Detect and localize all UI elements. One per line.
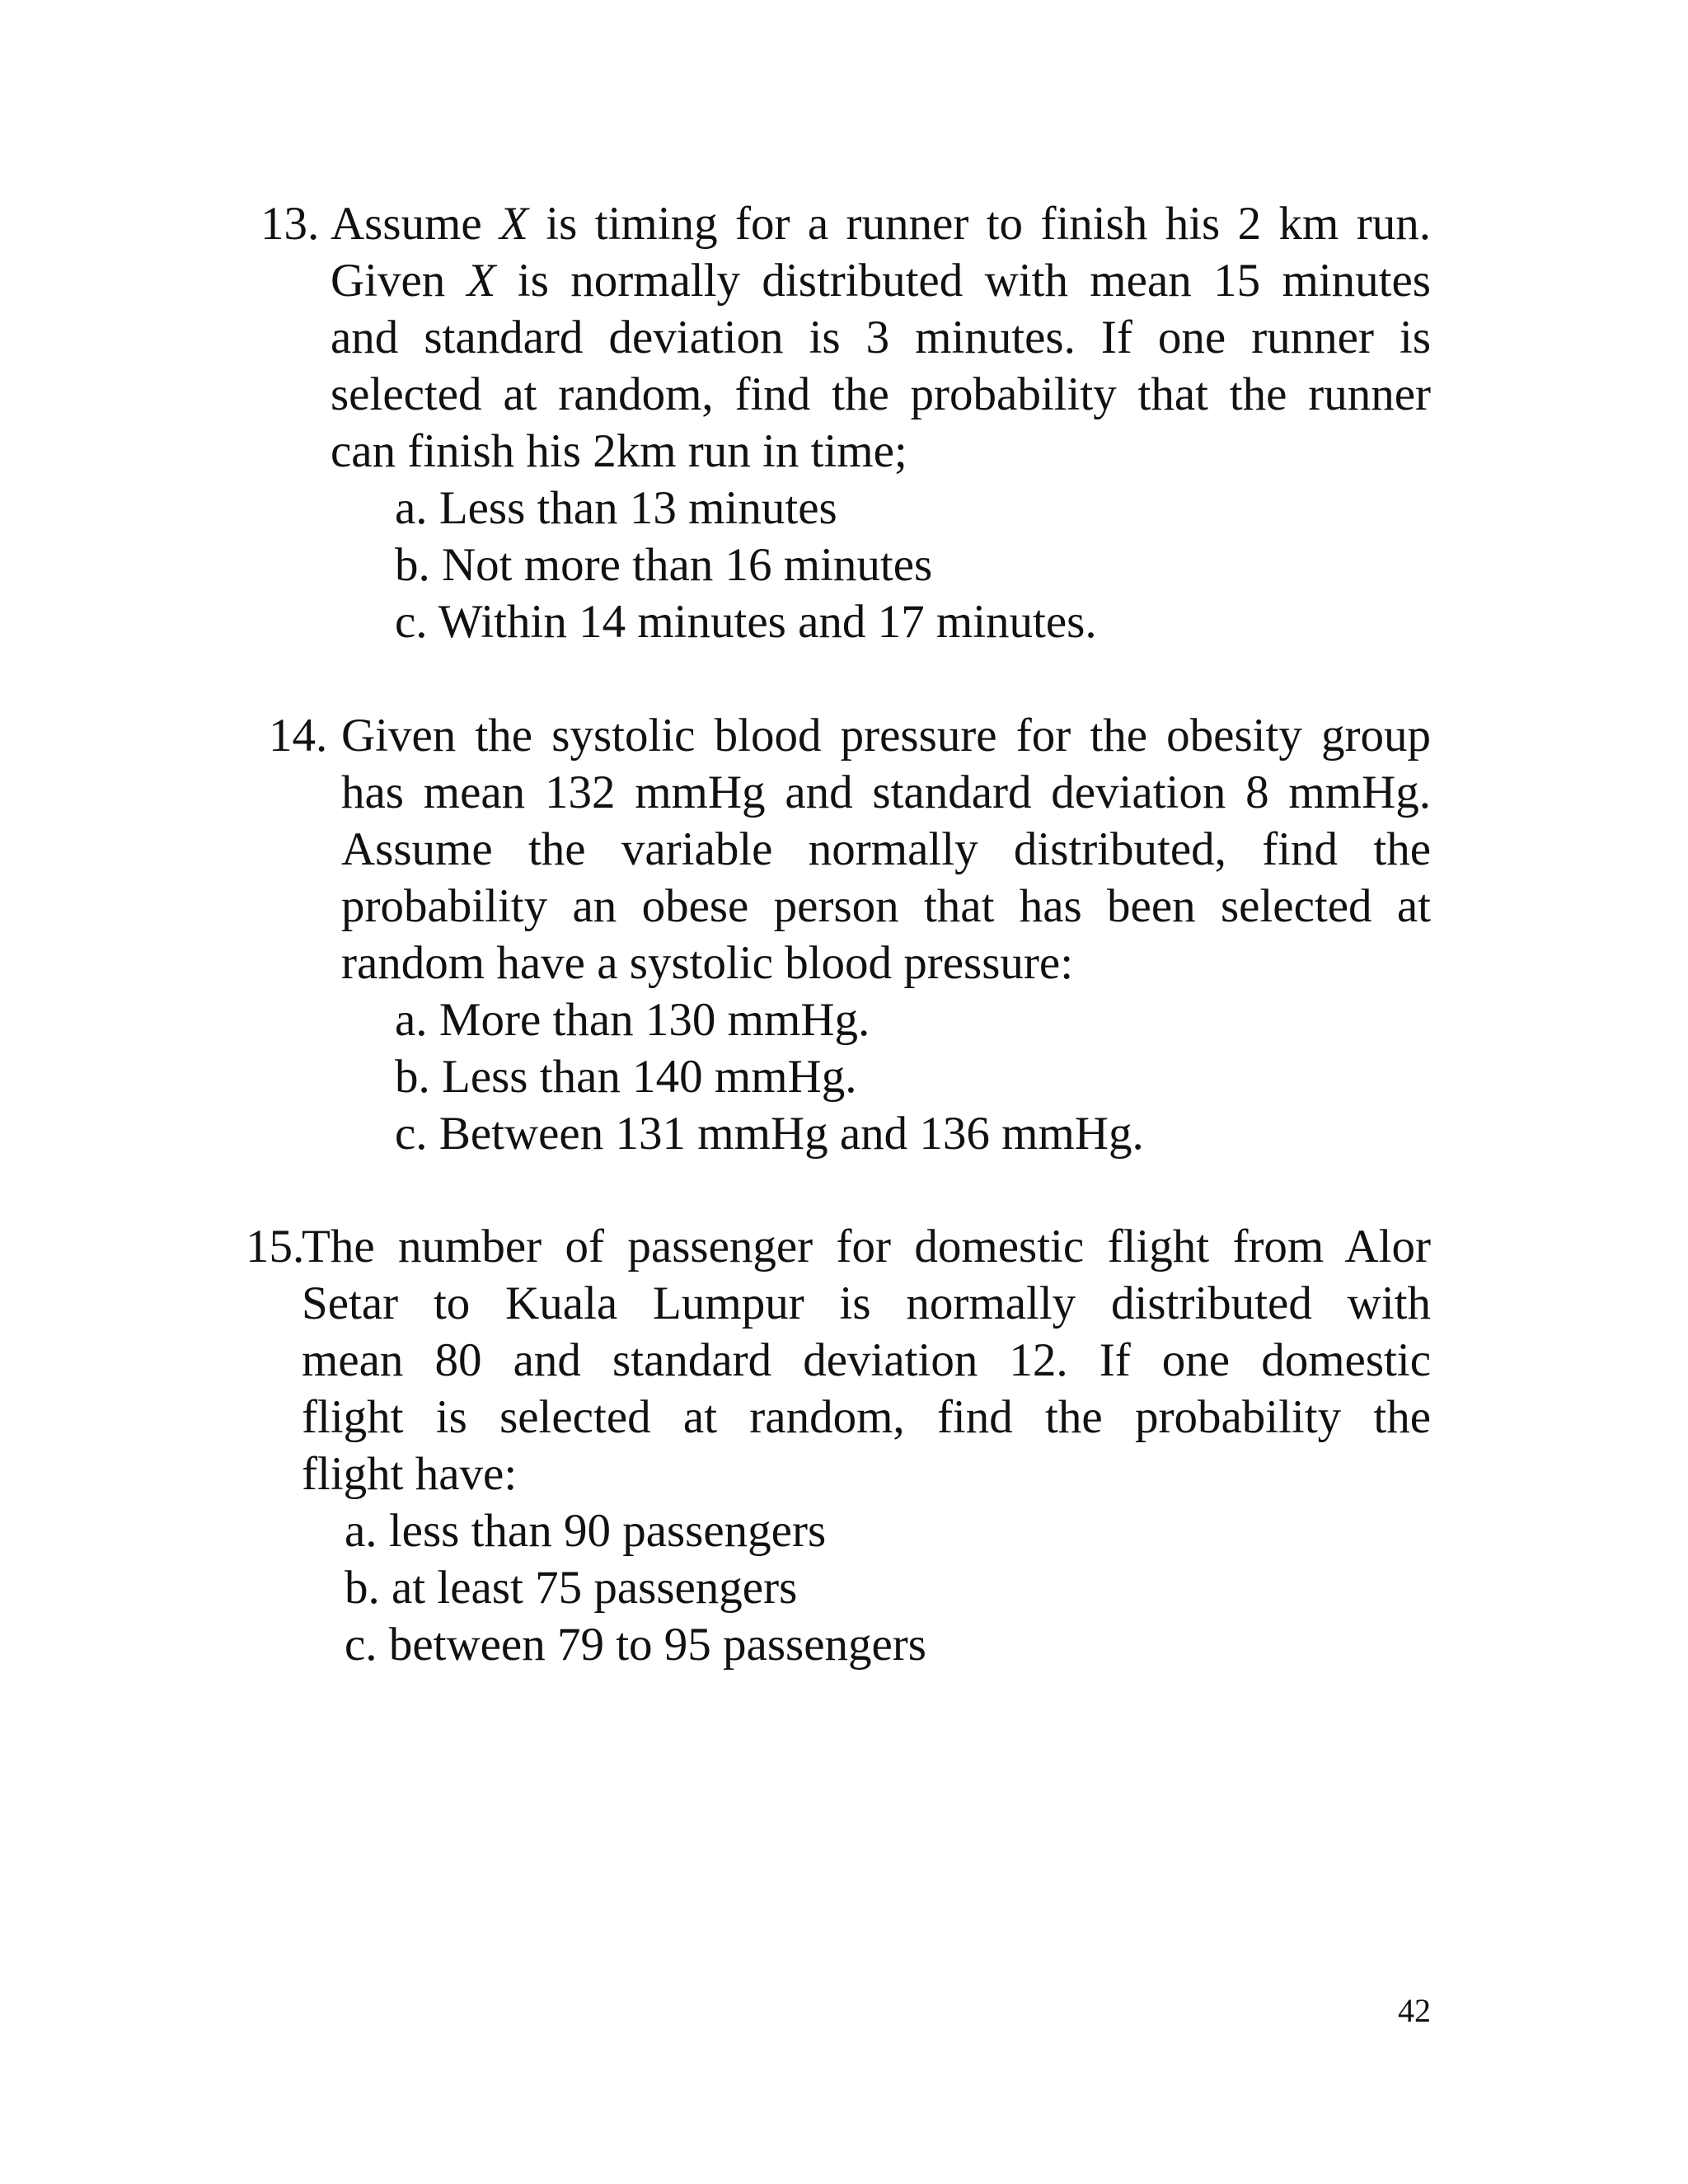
question-line: Assume X is timing for a runner to finish his 2 km run. [331,198,1431,250]
question-line: flight is selected at random, find the probability the [302,1391,1431,1443]
question-number: 13. [260,198,320,250]
option-a: a. More than 130 mmHg. [395,994,870,1046]
option-c: c. Between 131 mmHg and 136 mmHg. [395,1108,1144,1160]
option-c: c. Within 14 minutes and 17 minutes. [395,596,1097,648]
question-number: 14. [269,710,328,762]
question-text [331,195,1431,480]
variable-x: X [499,198,528,250]
option-b: b. Not more than 16 minutes [395,539,933,591]
question-text [302,1218,1431,1502]
option-list [345,1502,926,1673]
question-line: can finish his 2km run in time; [331,425,907,477]
question-line: Given X is normally distributed with mean 15 minutes [331,255,1431,307]
option-list [395,991,1144,1162]
option-c: c. between 79 to 95 passengers [345,1619,926,1671]
option-list [395,480,1097,650]
question-line: Assume the variable normally distributed, find the [341,823,1431,875]
option-b: b. Less than 140 mmHg. [395,1051,857,1103]
question-line: has mean 132 mmHg and standard deviation 8 mmHg. [341,766,1431,818]
option-b: b. at least 75 passengers [345,1562,798,1614]
page-number: 42 [1398,1992,1431,2029]
question-line: probability an obese person that has been selected at [341,880,1431,932]
variable-x: X [467,255,496,307]
question-line: random have a systolic blood pressure: [341,937,1074,989]
question-line: selected at random, find the probability that the runner [331,368,1431,420]
question-line: The number of passenger for domestic flight from Alor [302,1221,1431,1272]
question-line: mean 80 and standard deviation 12. If one domestic [302,1334,1431,1386]
question-number: 15. [246,1221,305,1272]
question-text [341,707,1431,991]
question-line: Given the systolic blood pressure for the obesity group [341,710,1431,762]
option-a: a. Less than 13 minutes [395,482,837,534]
question-line: and standard deviation is 3 minutes. If one runner is [331,312,1431,363]
option-a: a. less than 90 passengers [345,1505,827,1557]
question-line: Setar to Kuala Lumpur is normally distributed with [302,1277,1431,1329]
question-line: flight have: [302,1448,518,1500]
